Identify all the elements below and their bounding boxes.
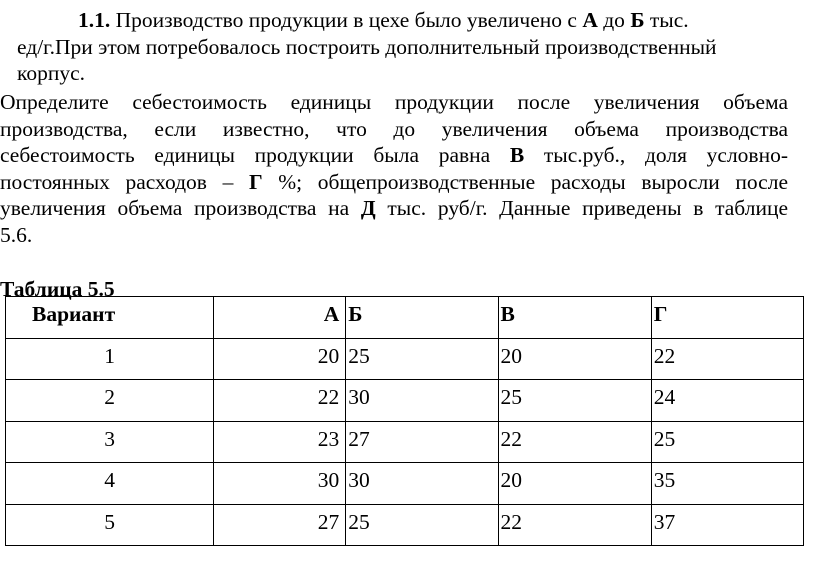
paragraph-text: %; общепроизводственные расходы выросли после — [262, 169, 788, 194]
table-cell: 24 — [651, 380, 803, 422]
paragraph-line — [0, 195, 788, 222]
table-cell: 30 — [346, 463, 498, 505]
paragraph-line: 5.6. — [0, 222, 33, 247]
table-cell: 20 — [498, 338, 651, 380]
task-heading-line — [78, 7, 689, 33]
table-row — [6, 421, 804, 463]
variants-table — [5, 296, 804, 546]
table-row — [6, 463, 804, 505]
task-text: до — [597, 8, 631, 32]
variable-d: Д — [360, 196, 376, 221]
table-cell: 1 — [6, 338, 214, 380]
header-b: Б — [346, 297, 498, 339]
paragraph-line — [0, 142, 788, 169]
table-cell: 20 — [498, 463, 651, 505]
task-text: тыс. — [644, 8, 689, 32]
table-cell: 22 — [498, 504, 651, 546]
header-a: А — [214, 297, 346, 339]
paragraph-text: себестоимость единицы продукции была равна — [0, 143, 510, 168]
table-cell: 20 — [214, 338, 346, 380]
table-cell: 23 — [214, 421, 346, 463]
task-text: Производство продукции в цехе было увеличено с — [110, 8, 583, 32]
table-cell: 2 — [6, 380, 214, 422]
paragraph-line: Определите себестоимость единицы продукции после увеличения объема — [0, 90, 788, 114]
variable-b: Б — [630, 8, 645, 32]
task-text-line-3: корпус. — [17, 61, 86, 85]
paragraph-text: тыс.руб., доля условно- — [524, 143, 788, 168]
table-cell: 30 — [214, 463, 346, 505]
table-cell: 22 — [651, 338, 803, 380]
table-cell: 27 — [214, 504, 346, 546]
table-caption: Таблица 5.5 — [0, 277, 115, 301]
header-g: Г — [651, 297, 803, 339]
task-text-line-2: ед/г.При этом потребовалось построить дополнительный производственный — [17, 35, 717, 59]
variable-a: А — [582, 8, 598, 32]
paragraph-line — [0, 169, 788, 196]
paragraph-text: тыс. руб/г. Данные приведены в таблице — [375, 196, 788, 221]
table-cell: 5 — [6, 504, 214, 546]
task-number: 1.1. — [78, 8, 111, 32]
table-cell: 37 — [651, 504, 803, 546]
variable-g: Г — [248, 169, 263, 194]
header-variant: Вариант — [6, 297, 214, 339]
table-cell: 25 — [651, 421, 803, 463]
table-row — [6, 504, 804, 546]
table-cell: 25 — [346, 504, 498, 546]
paragraph-text: постоянных расходов – — [0, 169, 249, 194]
problem-paragraph — [0, 89, 788, 249]
table-cell: 3 — [6, 421, 214, 463]
table-cell: 27 — [346, 421, 498, 463]
table-cell: 22 — [214, 380, 346, 422]
table-cell: 22 — [498, 421, 651, 463]
table-row — [6, 380, 804, 422]
paragraph-text: увеличения объема производства на — [0, 196, 361, 221]
table-row — [6, 338, 804, 380]
table-header-row — [6, 297, 804, 339]
table-cell: 25 — [498, 380, 651, 422]
table-cell: 25 — [346, 338, 498, 380]
variable-v: В — [509, 143, 525, 168]
header-v: В — [498, 297, 651, 339]
table-cell: 30 — [346, 380, 498, 422]
table-cell: 35 — [651, 463, 803, 505]
table-cell: 4 — [6, 463, 214, 505]
paragraph-line: производства, если известно, что до увеличения объема производства — [0, 116, 788, 141]
